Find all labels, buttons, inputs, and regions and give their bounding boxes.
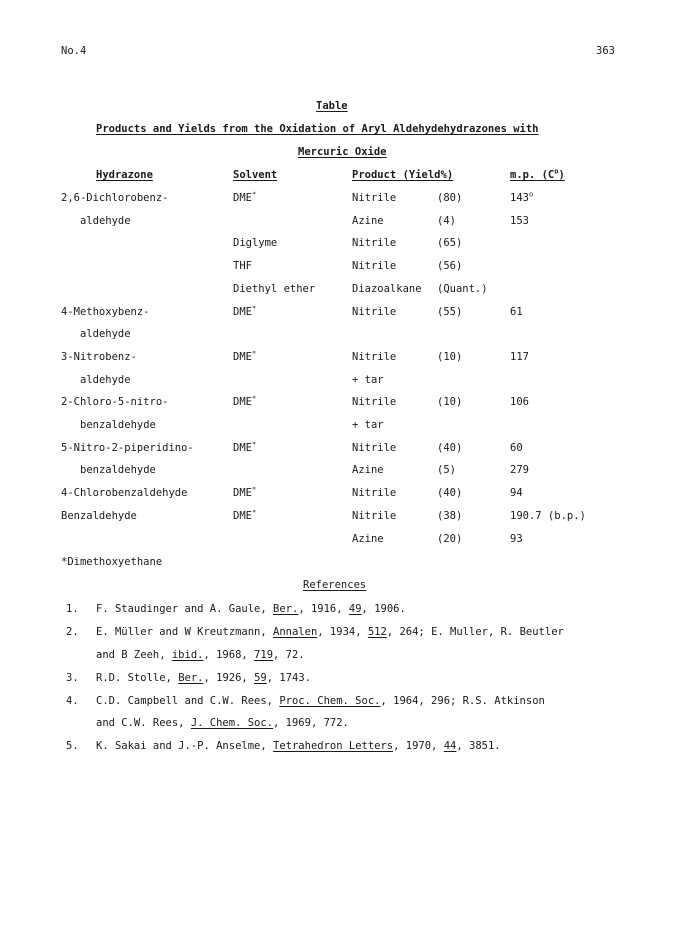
mp-degree-sup: o [554,167,559,176]
citation-text: , 1926, [203,672,255,684]
page-number: 363 [596,45,615,57]
citation-text: , 1906. [361,603,406,615]
cell-product: Azine [352,532,384,545]
citation-text: , 1969, 772. [273,717,349,729]
cell-yield: (Quant.) [437,282,488,295]
citation-emphasis: 49 [348,603,362,615]
cell-hydrazone: aldehyde [80,373,131,386]
mp-close: ) [558,169,565,181]
cell-hydrazone: 4-Methoxybenz- [61,305,150,318]
citation-text: , 1964, 296; R.S. Atkinson [380,695,545,707]
table-row [0,375,680,389]
column-header-hydrazone: Hydrazone [96,169,153,181]
column-header-solvent: Solvent [233,169,278,181]
cell-hydrazone: benzaldehyde [80,419,156,431]
cell-hydrazone: aldehyde [80,328,131,341]
cell-melting-point [510,465,529,476]
cell-product: Nitrile [352,441,397,454]
table-row [0,440,680,457]
cell-solvent [233,284,315,295]
footnote-marker: * [251,485,257,494]
cell-product: Nitrile [352,237,397,250]
citation-text: , 1743. [266,672,311,684]
citation-text: , 72. [273,649,305,661]
table-title: Table [316,100,348,112]
cell-yield: (80) [437,192,463,204]
cell-solvent [233,440,257,454]
table-row [0,508,680,525]
footnote-marker: * [251,304,257,312]
cell-solvent [233,190,257,204]
reference-text-line [96,650,305,661]
mp-value: 190.7 (b.p.) [510,509,586,522]
cell-yield: (5) [437,464,456,477]
footnote-marker: * [251,394,257,403]
table-footnote: *Dimethoxyethane [61,556,163,568]
table-row [0,485,680,502]
cell-solvent [233,238,277,249]
citation-text: F. Staudinger and A. Gaule, [96,603,274,615]
citation-text: K. Sakai and J.-P. Anselme, [96,740,274,752]
reference-text-line [96,696,545,707]
table-row [0,394,680,411]
reference-text-line [96,741,501,752]
cell-hydrazone: 5-Nitro-2-piperidino- [61,441,194,454]
solvent-name: DME [233,192,252,204]
reference-text-line [96,673,311,684]
cell-melting-point [510,488,523,499]
cell-product: Nitrile [352,487,397,500]
cell-yield: (38) [437,509,463,522]
cell-hydrazone: benzaldehyde [80,464,156,477]
citation-emphasis: 719 [254,649,274,661]
column-header-product-yield: Product (Yield%) [352,169,454,181]
citation-text: , 3851. [456,740,501,752]
cell-hydrazone: 2-Chloro-5-nitro- [61,396,169,409]
solvent-name: Diethyl ether [233,282,316,295]
reference-number: 2. [66,626,79,638]
cell-solvent [233,304,257,318]
citation-emphasis: Proc. Chem. Soc. [279,695,381,707]
mp-value: 279 [510,464,529,477]
citation-text: E. Müller and W Kreutzmann, [96,626,274,638]
table-row [0,190,680,207]
citation-text: R.D. Stolle, [96,672,179,684]
cell-melting-point [510,352,529,363]
cell-product: Nitrile [352,192,397,204]
citation-emphasis: Tetrahedron Letters [273,740,394,752]
table-row [0,261,680,275]
reference-number: 1. [66,603,79,615]
cell-yield: (40) [437,441,463,454]
solvent-name: THF [233,260,252,273]
citation-emphasis: Ber. [273,603,299,615]
cell-yield: (20) [437,532,463,545]
table-row [0,238,680,252]
citation-text: , 1970, [393,740,444,752]
solvent-name: DME [233,509,252,522]
table-caption-line2: Mercuric Oxide [298,146,387,158]
solvent-name: DME [233,441,252,454]
table-row [0,420,680,434]
citation-text: , 1934, [317,626,368,638]
cell-yield: (56) [437,260,463,273]
cell-solvent [233,261,252,272]
cell-product: Azine [352,214,384,227]
citation-text: , 1968, [203,649,255,661]
mp-label: m.p. (C [510,169,555,181]
cell-solvent [233,349,257,363]
footnote-marker: * [251,349,257,358]
cell-product: Nitrile [352,509,397,522]
mp-value: 93 [510,532,523,545]
citation-text: , 264; E. Muller, R. Beutler [386,626,564,638]
cell-yield: (4) [437,214,456,227]
cell-product: Nitrile [352,260,397,273]
citation-text: C.D. Campbell and C.W. Rees, [96,695,280,707]
solvent-name: DME [233,350,252,363]
cell-melting-point [510,534,523,545]
cell-melting-point [510,307,523,318]
cell-solvent [233,508,257,522]
table-row [0,304,680,321]
cell-hydrazone: Benzaldehyde [61,509,137,522]
table-row [0,329,680,343]
citation-emphasis: 512 [367,626,387,638]
degree-sup: o [528,190,534,199]
table-row [0,534,680,548]
table-caption-line1: Products and Yields from the Oxidation of Aryl Aldehydehydrazones with [96,123,539,135]
cell-melting-point [510,511,586,522]
cell-yield: (55) [437,305,463,318]
references-title: References [303,579,367,591]
cell-yield: (65) [437,237,463,250]
mp-value: 61 [510,305,523,318]
cell-product: Diazoalkane [352,282,422,295]
citation-emphasis: Annalen [273,626,318,638]
cell-hydrazone: aldehyde [80,214,131,227]
reference-number: 5. [66,740,79,752]
cell-product: Nitrile [352,350,397,363]
cell-hydrazone: 2,6-Dichlorobenz- [61,192,169,204]
cell-product: + tar [352,419,384,431]
solvent-name: DME [233,305,252,318]
solvent-name: DME [233,396,252,409]
mp-value: 143 [510,192,529,204]
table-row [0,465,680,479]
cell-product: Azine [352,464,384,477]
column-header-melting-point [510,167,565,181]
table-row [0,216,680,230]
cell-solvent [233,485,257,500]
solvent-name: Diglyme [233,237,278,250]
cell-product: + tar [352,373,384,386]
citation-text: and C.W. Rees, [96,717,191,729]
mp-value: 94 [510,487,523,500]
footnote-marker: * [251,440,257,449]
reference-text-line [96,627,564,638]
cell-melting-point [510,397,529,408]
cell-product: Nitrile [352,305,397,318]
journal-issue: No.4 [61,45,87,57]
cell-melting-point [510,443,523,454]
cell-solvent [233,394,257,409]
citation-emphasis: 59 [254,672,267,684]
table-row [0,284,680,298]
mp-value: 117 [510,350,529,363]
footnote-marker: * [251,508,257,517]
reference-text-line [96,718,349,729]
cell-hydrazone: 4-Chlorobenzaldehyde [61,487,188,500]
cell-yield: (10) [437,350,463,363]
citation-text: , 1916, [298,603,349,615]
footnote-marker: * [251,190,257,199]
table-row [0,349,680,366]
citation-emphasis: Ber. [178,672,204,684]
reference-number: 4. [66,695,79,707]
mp-value: 60 [510,441,523,454]
cell-yield: (10) [437,396,463,409]
citation-text: and B Zeeh, [96,649,172,661]
cell-melting-point [510,190,534,204]
citation-emphasis: J. Chem. Soc. [190,717,274,729]
solvent-name: DME [233,487,252,500]
citation-emphasis: 44 [443,740,457,752]
cell-hydrazone: 3-Nitrobenz- [61,350,137,363]
citation-emphasis: ibid. [171,649,204,661]
cell-melting-point [510,216,529,227]
mp-value: 106 [510,396,529,409]
reference-number: 3. [66,672,79,684]
cell-yield: (40) [437,487,463,500]
mp-value: 153 [510,214,529,227]
cell-product: Nitrile [352,396,397,409]
reference-text-line [96,604,406,615]
